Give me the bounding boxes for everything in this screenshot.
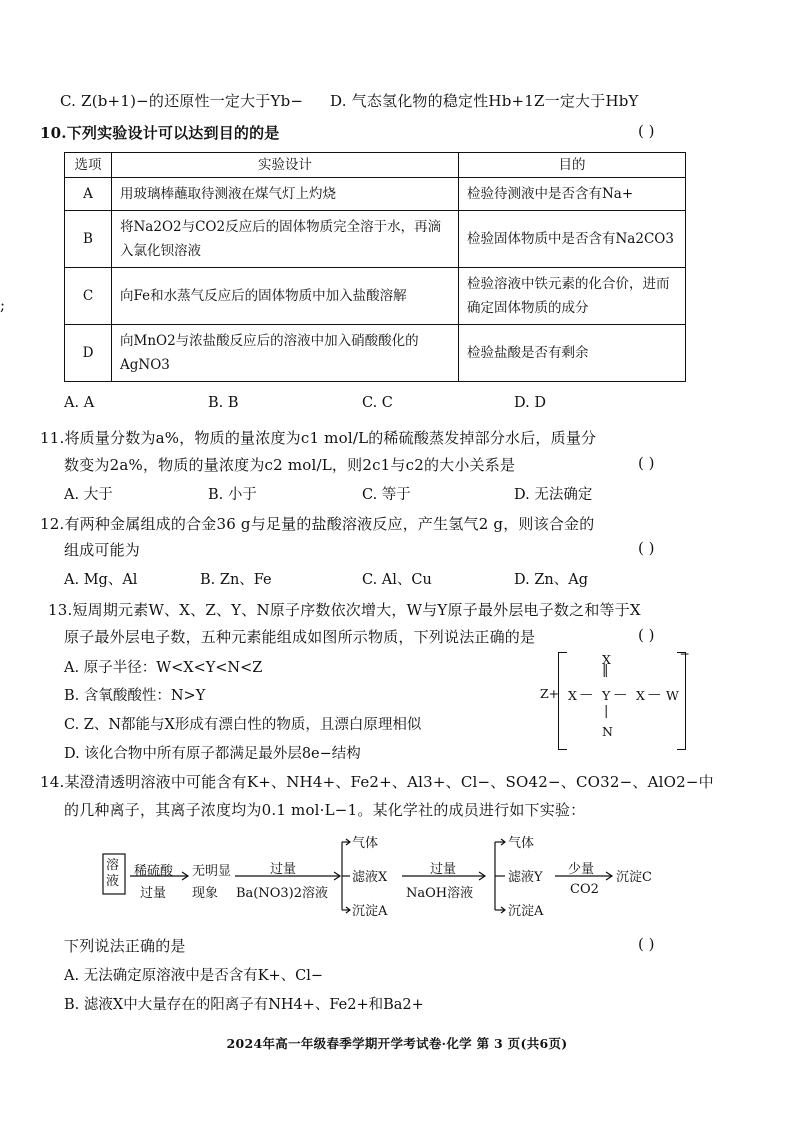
flow-reagent4-bottom: CO2 [570,882,599,897]
q10-row-purpose: 检验待测液中是否含有Na+ [459,178,686,211]
flow-reagent2-top: 过量 [270,862,297,877]
q12-stem-line2: 组成可能为 [64,541,141,559]
q13-structure-diagram [540,646,690,750]
q10-row-purpose: 检验固体物质中是否含有Na2CO3 [459,211,686,268]
q12-answer-paren: ( ) [638,539,655,557]
structure-center-atom: Y [602,688,611,703]
structure-single-bond: | [604,704,609,719]
q10-header-purpose: 目的 [459,153,686,178]
flow-gas1: 气体 [352,836,379,851]
q10-row-purpose: 检验溶液中铁元素的化合价，进而确定固体物质的成分 [459,268,686,325]
q13-stem-line2: 原子最外层电子数，五种元素能组成如图所示物质，下列说法正确的是 [64,628,536,646]
flow-ppt1: 沉淀A [352,904,388,919]
q14-answer-paren: ( ) [638,935,655,953]
q10-row-key: C [65,268,112,325]
q12-stem-line1: 12.有两种金属组成的合金36 g与足量的盐酸溶液反应，产生氢气2 g，则该合金的 [40,515,595,533]
q13-option-d: D. 该化合物中所有原子都满足最外层8e−结构 [64,746,361,762]
q9-option-c: C. Z(b+1)−的还原性一定大于Yb− [60,92,304,110]
q10-row-design: 将Na2O2与CO2反应后的固体物质完全溶于水，再滴入氯化钡溶液 [112,211,459,268]
margin-mark: ; [0,296,6,314]
q13-option-b: B. 含氧酸酸性：N>Y [64,688,206,704]
table-row [65,211,686,268]
structure-end-atom: W [666,688,679,703]
table-row [65,178,686,211]
q11-stem-line2: 数变为2a%，物质的量浓度为c2 mol/L，则2c1与c2的大小关系是 [64,456,516,474]
q10-row-key: B [65,211,112,268]
q10-row-design: 向Fe和水蒸气反应后的固体物质中加入盐酸溶解 [112,268,459,325]
flow-ppt2: 沉淀A [508,904,544,919]
q13-stem-line1: 13.短周期元素W、X、Z、Y、N原子序数依次增大，W与Y原子最外层电子数之和等于X [48,601,641,619]
q14-stem-line1: 14.某澄清透明溶液中可能含有K+、NH4+、Fe2+、Al3+、Cl−、SO42−、CO32−、AlO2−中 [40,773,714,791]
q10-header-key: 选项 [65,153,112,178]
flow-reagent3-top: 过量 [430,862,457,877]
q13-answer-paren: ( ) [638,626,655,644]
q14-stem-line2: 的几种离子，其离子浓度均为0.1 mol·L−1。某化学社的成员进行如下实验： [64,801,586,819]
flow-gas2: 气体 [508,836,535,851]
structure-bond: — [580,686,593,701]
q11-answer-paren: ( ) [638,454,655,472]
structure-left-atom: X [568,688,577,703]
q14-option-b: B. 滤液X中大量存在的阳离子有NH4+、Fe2+和Ba2+ [64,997,424,1013]
q10-row-key: D [65,325,112,382]
q12-option-c: C. Al、Cu [362,572,432,588]
q14-option-a: A. 无法确定原溶液中是否含有K+、Cl− [64,968,324,984]
q10-option-c: C. C [362,395,393,411]
flow-observation-line2: 现象 [192,886,219,901]
structure-top-atom: X [602,652,611,667]
q11-option-a: A. 大于 [64,487,113,503]
q10-stem: 10.下列实验设计可以达到目的的是 [40,124,280,142]
q13-option-a: A. 原子半径：W<X<Y<N<Z [64,660,263,676]
q10-row-key: A [65,178,112,211]
flow-reagent3-bottom: NaOH溶液 [406,886,474,901]
q10-table-header [65,153,686,178]
flowchart-arrows [100,830,700,920]
q13-option-c: C. Z、N都能与X形成有漂白性的物质，且漂白原理相似 [64,717,422,733]
structure-bracket-left [558,652,567,750]
q14-flowchart [100,830,700,920]
q12-option-d: D. Zn、Ag [514,572,588,588]
flow-ppt3: 沉淀C [616,870,652,885]
flow-filtrate-y: 滤液Y [508,870,543,885]
q10-option-a: A. A [64,395,95,411]
q10-option-d: D. D [514,395,546,411]
q10-row-purpose: 检验盐酸是否有剩余 [459,325,686,382]
flow-start: 溶液 [106,858,120,889]
q11-option-d: D. 无法确定 [514,487,593,503]
q10-table [64,152,686,382]
structure-bottom-atom: N [602,724,613,739]
q10-option-b: B. B [208,395,239,411]
q14-stem2: 下列说法正确的是 [64,937,186,955]
flow-reagent1-bottom: 过量 [140,886,167,901]
q10-header-design: 实验设计 [112,153,459,178]
flow-reagent2-bottom: Ba(NO3)2溶液 [236,886,329,901]
structure-double-bond: ‖ [602,663,609,678]
flow-reagent1-top: 稀硫酸 [134,864,174,879]
q12-option-b: B. Zn、Fe [200,572,272,588]
q11-stem-line1: 11.将质量分数为a%，物质的量浓度为c1 mol/L的稀硫酸蒸发掉部分水后，质量分 [40,429,597,447]
page-footer: 2024年高一年级春季学期开学考试卷·化学 第 3 页(共6页) [226,1036,568,1051]
structure-bond: — [648,686,661,701]
q11-option-b: B. 小于 [208,487,257,503]
q11-option-c: C. 等于 [362,487,411,503]
structure-charge: − [679,646,690,661]
q9-option-d: D. 气态氢化物的稳定性Hb+1Z一定大于HbY [330,92,639,110]
flow-filtrate-x: 滤液X [352,870,388,885]
flow-observation-line1: 无明显 [192,864,232,879]
flow-reagent4-top: 少量 [568,862,595,877]
table-row [65,325,686,382]
structure-bond: — [614,686,627,701]
q10-row-design: 用玻璃棒蘸取待测液在煤气灯上灼烧 [112,178,459,211]
q10-row-design: 向MnO2与浓盐酸反应后的溶液中加入硝酸酸化的AgNO3 [112,325,459,382]
structure-right-atom: X [636,688,645,703]
structure-cation: Z+ [540,686,560,701]
q10-answer-paren: ( ) [638,122,655,140]
table-row [65,268,686,325]
q12-option-a: A. Mg、Al [64,572,138,588]
